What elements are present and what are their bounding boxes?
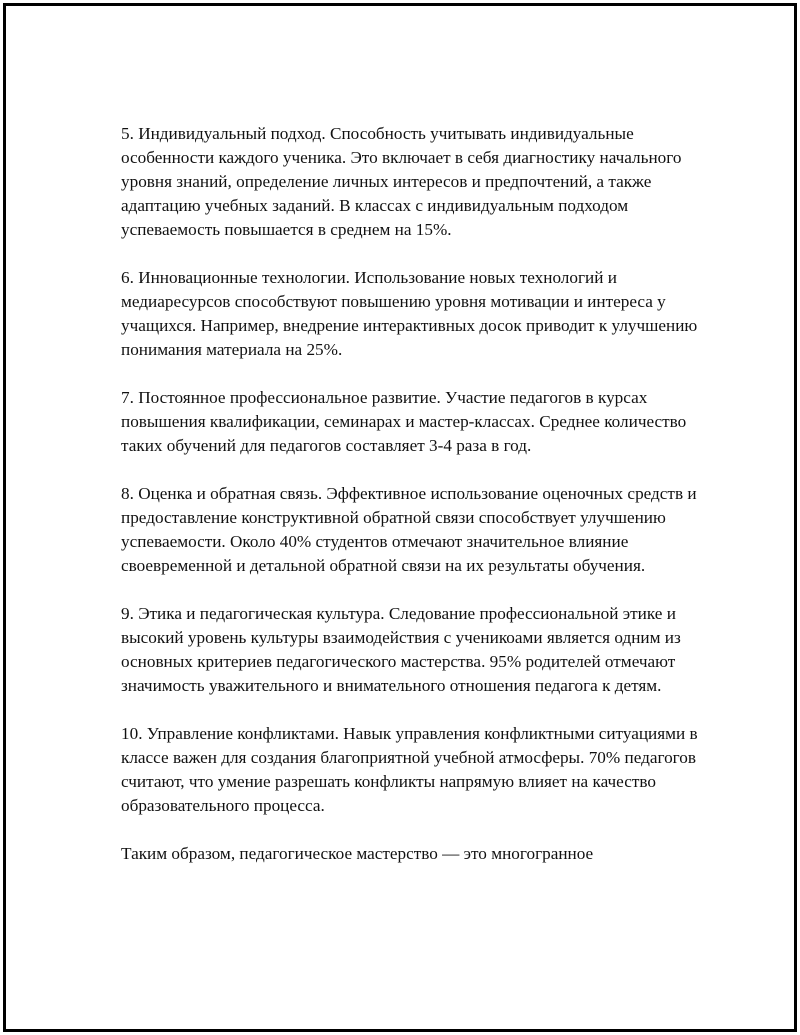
paragraph-ethics-culture: 9. Этика и педагогическая культура. Следование профессиональной этике и высокий уровень культуры взаимодействия с ученикоами является одним из основных критериев педагогического мастерства. 95% родителей отмечают значимость уважительного и внимательного отношения педагога к детям. — [121, 604, 681, 695]
paragraph-conflict-management: 10. Управление конфликтами. Навык управления конфликтными ситуациями в классе важен для создания благоприятной учебной атмосферы. 70% педагогов считают, что умение разрешать конфликты напрямую влияет на качество образовательного процесса. — [121, 724, 698, 815]
paragraph-conclusion: Таким образом, педагогическое мастерство — это многогранное — [121, 844, 594, 863]
page-frame — [3, 3, 797, 1032]
document-body — [121, 122, 706, 890]
paragraph-innovative-technologies: 6. Инновационные технологии. Использование новых технологий и медиаресурсов способствуют повышению уровня мотивации и интереса у учащихся. Например, внедрение интерактивных досок приводит к улучшению понимания материала на 25%. — [121, 268, 698, 359]
paragraph-assessment-feedback: 8. Оценка и обратная связь. Эффективное использование оценочных средств и предоставление конструктивной обратной связи способствует улучшению успеваемости. Около 40% студентов отмечают значительное влияние своевременной и детальной обратной связи на их результаты обучения. — [121, 484, 697, 575]
paragraph-professional-development: 7. Постоянное профессиональное развитие. Участие педагогов в курсах повышения квалификации, семинарах и мастер-классах. Среднее количество таких обучений для педагогов составляет 3-4 раза в год. — [121, 388, 687, 455]
paragraph-individual-approach: 5. Индивидуальный подход. Способность учитывать индивидуальные особенности каждого ученика. Это включает в себя диагностику начального уровня знаний, определение личных интересов и предпочтений, а также адаптацию учебных заданий. В классах с индивидуальным подходом успеваемость повышается в среднем на 15%. — [121, 124, 682, 239]
